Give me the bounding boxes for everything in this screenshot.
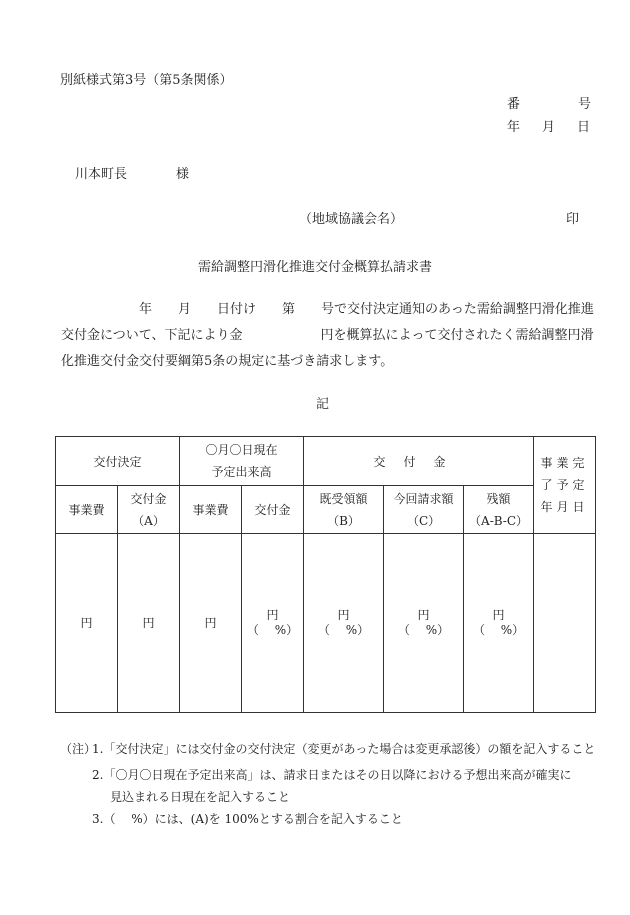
col-received-line2: （B） [327,513,360,528]
yen-unit: 円 [142,615,155,630]
cell-project-cost-2 [180,534,242,713]
addressee-name: 川本町長 [75,167,128,182]
yen-unit: 円 [337,608,350,622]
cell-received [304,534,384,713]
cell-grant-2 [242,534,304,713]
col-request-line1: 今回請求額 [393,491,454,506]
grant-header: 交付金 [304,437,534,486]
request-table [55,436,596,713]
note-2: 2.「〇月〇日現在予定出来高」は、請求日またはその日以降における予想出来高が確実に [92,768,572,782]
notes-label: （注） [60,742,97,756]
col-grant-a-line1: 交付金 [130,491,167,506]
addressee-honorific: 様 [176,167,190,182]
col-request-line2: （C） [406,513,441,528]
col-project-cost-2: 事業費 [180,486,242,534]
data-row [56,534,596,713]
cell-completion-date [534,534,596,713]
date-day: 日 [577,120,591,135]
body-line-2: 交付金について、下記により金 円を概算払によって交付されたく需給調整円滑 [61,328,594,343]
percent-field: （ %） [397,623,450,637]
cell-balance [464,534,534,713]
ki-heading: 記 [316,397,330,412]
percent-field: （ %） [246,623,299,637]
col-grant-a [118,486,180,534]
body-line-3: 化推進交付金交付要綱第5条の規定に基づき請求します。 [61,354,394,369]
col-received [304,486,384,534]
document-title: 需給調整円滑化推進交付金概算払請求書 [198,260,433,275]
percent-field: （ %） [317,623,370,637]
progress-header-line2: 予定出来高 [211,465,272,479]
cell-grant-a [118,534,180,713]
yen-unit: 円 [417,608,430,622]
form-number: 別紙様式第3号（第5条関係） [60,73,233,88]
completion-date-header: 事業完了予定年月日 [534,437,596,534]
col-grant-a-line2: （A） [132,513,165,528]
yen-unit: 円 [80,615,93,630]
col-balance-line2: （A-B-C） [469,513,529,528]
progress-header-line1: 〇月〇日現在 [205,443,278,457]
seal-mark: 印 [566,212,580,227]
col-balance [464,486,534,534]
sender-name: （地域協議会名） [299,212,404,227]
header-row-2 [56,486,596,534]
cell-project-cost [56,534,118,713]
number-suffix: 号 [578,97,592,112]
note-1: 1.「交付決定」には交付金の交付決定（変更があった場合は変更承認後）の額を記入すること [92,742,596,756]
percent-field: （ %） [472,623,525,637]
date-year: 年 [507,120,521,135]
col-request [384,486,464,534]
yen-unit: 円 [204,615,217,630]
yen-unit: 円 [492,608,505,622]
date-month: 月 [542,120,556,135]
number-label: 番 [507,97,521,112]
note-2-continued: 見込まれる日現在を記入すること [110,790,291,804]
col-balance-line1: 残額 [486,491,511,506]
header-row-1 [56,437,596,486]
yen-unit: 円 [266,608,279,622]
grant-decision-header: 交付決定 [56,437,180,486]
cell-request [384,534,464,713]
note-3: 3.（ %）には、(A)を 100%とする割合を記入すること [92,812,403,826]
col-received-line1: 既受領額 [319,491,368,506]
col-project-cost: 事業費 [56,486,118,534]
col-grant-2: 交付金 [242,486,304,534]
progress-header [180,437,304,486]
body-line-1: 年 月 日付け 第 号で交付決定通知のあった需給調整円滑化推進 [61,302,594,317]
